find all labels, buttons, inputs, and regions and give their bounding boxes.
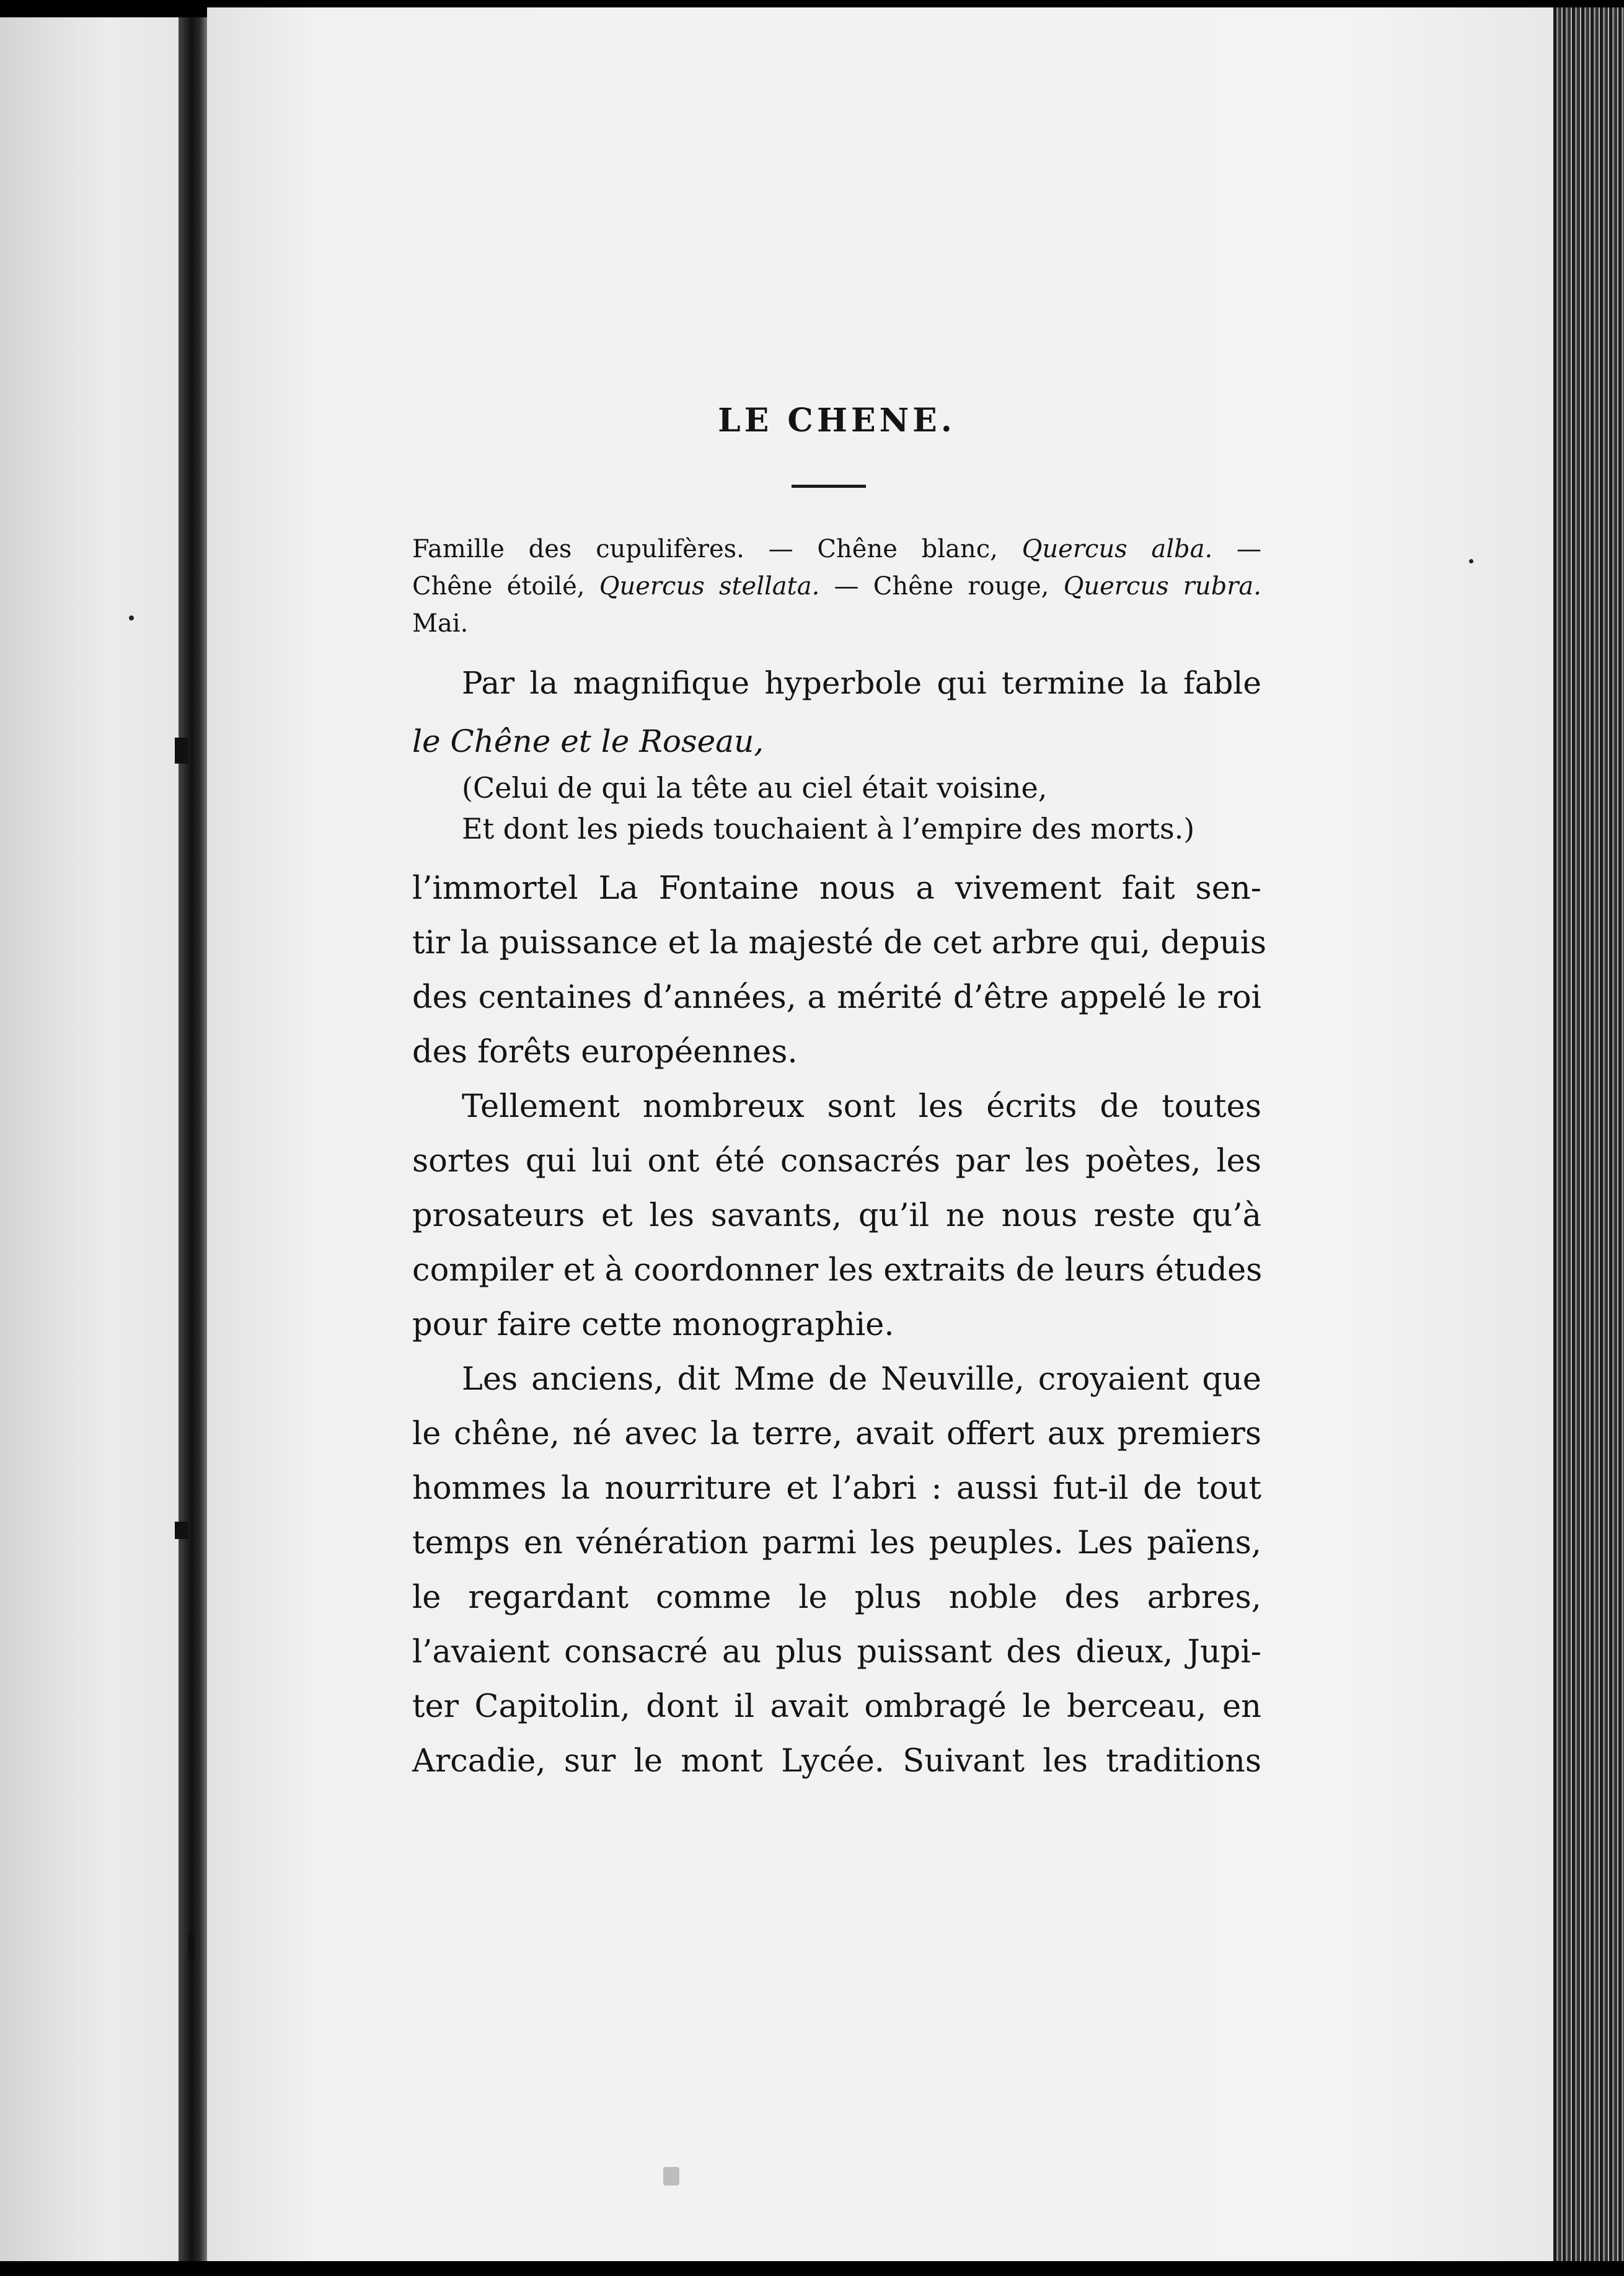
text-line: compiler et à coordonner les extraits de leurs études xyxy=(412,1252,1263,1289)
meta-text: Chêne étoilé, xyxy=(412,572,599,601)
gutter-mark xyxy=(175,738,188,764)
body-text xyxy=(412,862,1267,1789)
latin-name: Quercus stellata. xyxy=(599,572,820,601)
text-line: des forêts européennes. xyxy=(412,1034,798,1070)
classification-note xyxy=(412,531,1261,642)
text-line: Arcadie, sur le mont Lycée. Suivant les traditions xyxy=(412,1743,1261,1780)
text-line: l’avaient consacré au plus puissant des dieux, Jupi- xyxy=(412,1634,1261,1670)
text-line: Tellement nombreux sont les écrits de toutes xyxy=(462,1088,1261,1125)
latin-name: Quercus rubra. xyxy=(1063,572,1261,601)
gutter-mark xyxy=(175,1522,188,1539)
text-line: le regardant comme le plus noble des arbres, xyxy=(412,1579,1261,1616)
text-line: pour faire cette monographie. xyxy=(412,1307,894,1343)
text-line: l’immortel La Fontaine nous a vivement fait sen- xyxy=(412,870,1261,907)
text-line: prosateurs et les savants, qu’il ne nous reste qu’à xyxy=(412,1198,1261,1234)
book-gutter xyxy=(179,17,207,2261)
meta-line xyxy=(412,531,1261,568)
text-line: tir la puissance et la majesté de cet arbre qui, depuis xyxy=(412,925,1267,961)
gutter-mark xyxy=(188,1934,195,1959)
speck xyxy=(129,615,134,620)
meta-text: — Chêne rouge, xyxy=(819,572,1064,601)
speck xyxy=(1469,559,1473,563)
meta-text: — xyxy=(1212,535,1262,563)
text-line: des centaines d’années, a mérité d’être appelé le roi xyxy=(412,979,1261,1016)
meta-line xyxy=(412,568,1261,605)
text-line: Par la magnifique hyperbole qui termine la fable xyxy=(462,665,1261,701)
text-line: temps en vénération parmi les peuples. Les païens, xyxy=(412,1525,1261,1561)
text-line: Les anciens, dit Mme de Neuville, croyaient que xyxy=(462,1361,1261,1398)
text-line xyxy=(412,712,1261,770)
page-edges xyxy=(1553,7,1624,2261)
latin-name: Quercus alba. xyxy=(1022,535,1213,563)
title-rule xyxy=(792,485,866,488)
text-line: sortes qui lui ont été consacrés par les poètes, les xyxy=(412,1143,1261,1180)
quote-line: Et dont les pieds touchaient à l’empire des morts.) xyxy=(462,812,1195,845)
quote-line: (Celui de qui la tête au ciel était voisine, xyxy=(462,771,1048,805)
text-line: ter Capitolin, dont il avait ombragé le berceau, en xyxy=(412,1688,1261,1725)
meta-text: Famille des cupulifères. — Chêne blanc, xyxy=(412,535,1022,563)
text-line: le chêne, né avec la terre, avait offert aux premiers xyxy=(412,1416,1261,1452)
speck xyxy=(663,2167,679,2186)
text-line: hommes la nourriture et l’abri : aussi fut-il de tout xyxy=(412,1470,1261,1507)
left-page-edge xyxy=(0,17,179,2261)
intro-paragraph xyxy=(412,654,1261,770)
fable-title: le Chêne et le Roseau, xyxy=(412,723,764,759)
verse-quote xyxy=(462,767,1268,849)
page-title: LE CHENE. xyxy=(718,402,956,439)
meta-line: Mai. xyxy=(412,609,469,638)
